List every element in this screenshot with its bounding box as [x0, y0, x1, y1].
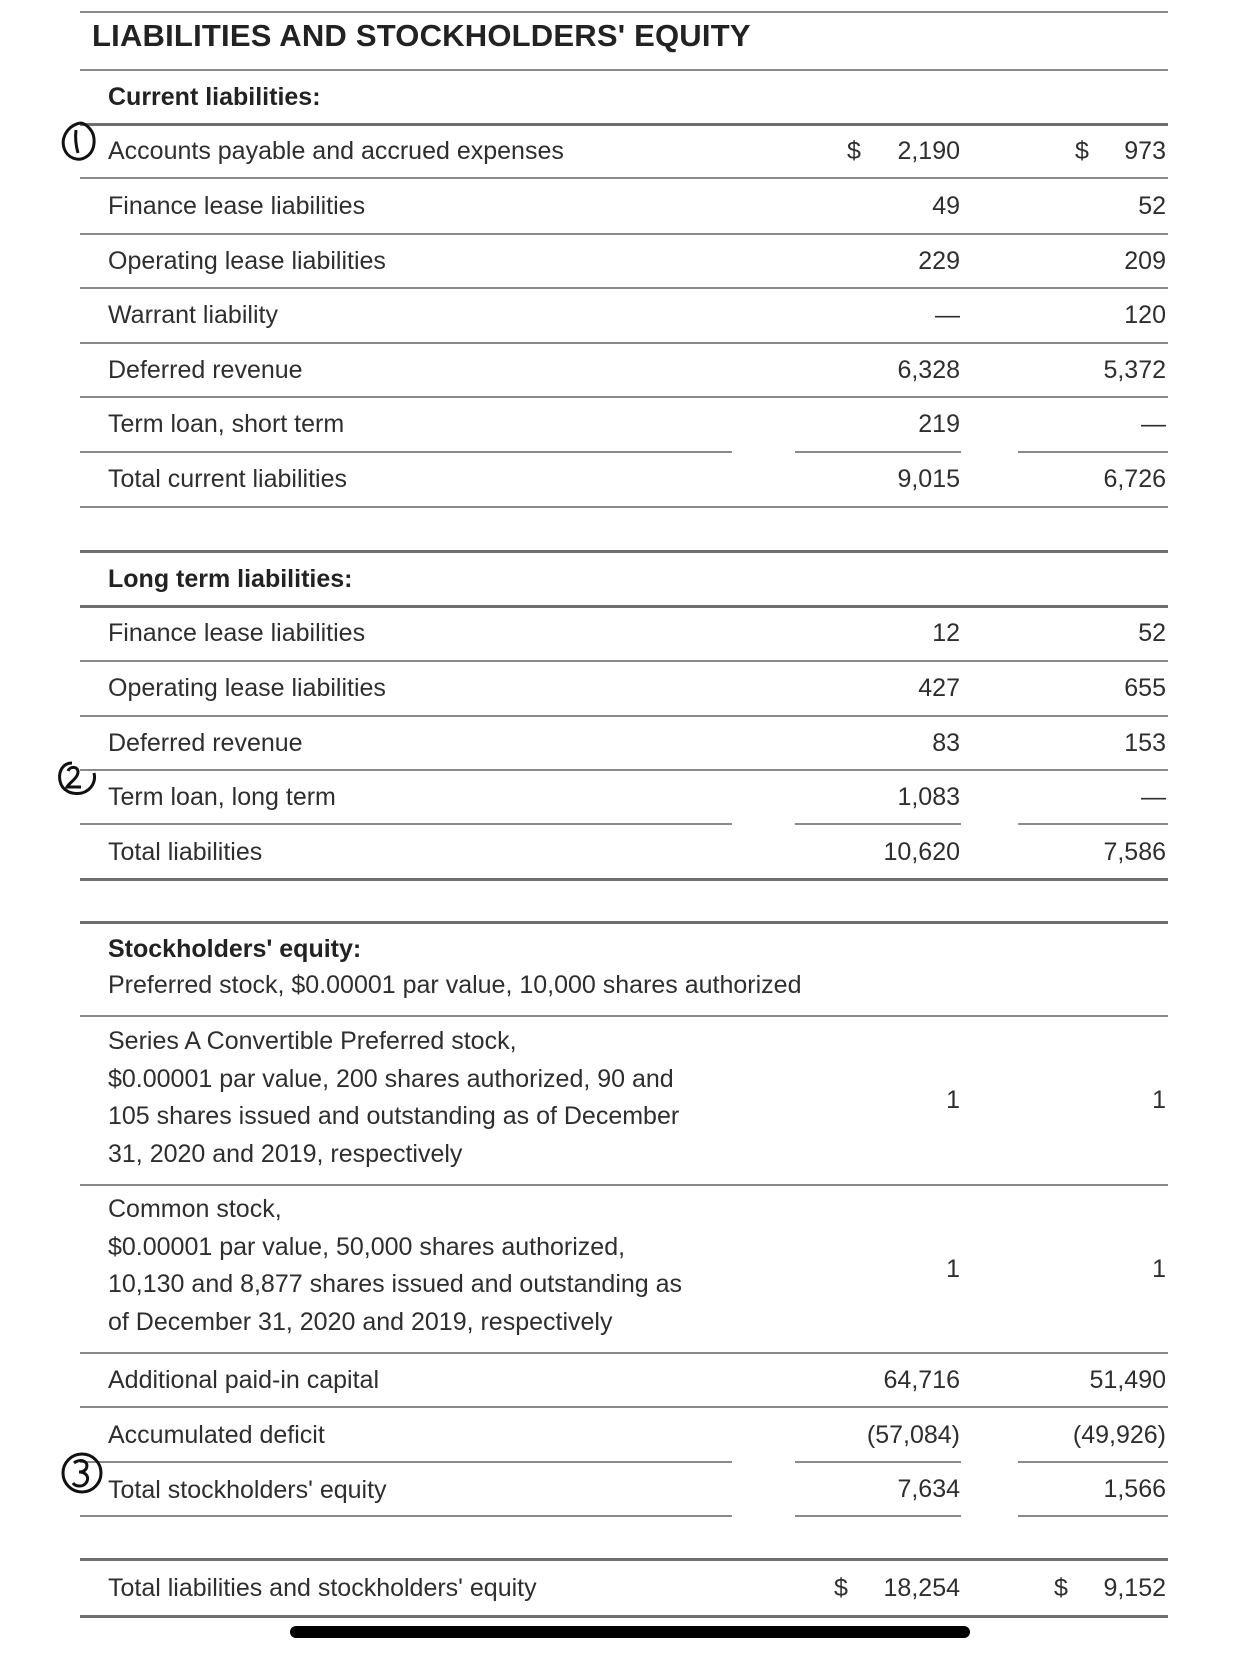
series-a-line: Series A Convertible Preferred stock,: [108, 1027, 517, 1055]
series-a-line: 31, 2020 and 2019, respectively: [108, 1139, 463, 1168]
row-label: Deferred revenue: [108, 729, 303, 757]
rule: [80, 342, 1168, 344]
dollar-sign: $: [1075, 137, 1089, 165]
value-2020: (57,084): [866, 1421, 960, 1449]
value-2019: 5,372: [1103, 356, 1166, 384]
handwritten-mark-3-icon: [58, 1449, 108, 1499]
dollar-sign: $: [834, 1574, 848, 1602]
value-2020: 6,328: [897, 356, 960, 384]
rule: [80, 396, 1168, 398]
rule: [80, 921, 1168, 924]
series-a-label: [108, 1023, 679, 1173]
total-label: Total stockholders' equity: [108, 1476, 387, 1504]
value-2020: 64,716: [883, 1366, 960, 1394]
value-2019: 209: [1124, 247, 1166, 275]
total-2019: 7,586: [1103, 838, 1166, 866]
value-2020: —: [935, 301, 960, 329]
title-rule: [80, 69, 1168, 71]
rule: [80, 769, 1168, 771]
page-title: LIABILITIES AND STOCKHOLDERS' EQUITY: [92, 18, 751, 53]
handwritten-mark-2-icon: [54, 757, 104, 801]
rule: [80, 177, 1168, 179]
long-term-liabilities-header: Long term liabilities:: [108, 565, 353, 593]
value-2019: (49,926): [1072, 1421, 1166, 1449]
total-2019: 6,726: [1103, 465, 1166, 493]
rule: [80, 506, 1168, 508]
rule: [80, 715, 1168, 717]
rule: [80, 451, 732, 453]
stockholders-equity-header: Stockholders' equity:: [108, 935, 362, 963]
common-stock-line: $0.00001 par value, 50,000 shares authorized,: [108, 1232, 626, 1261]
value-2019: 153: [1124, 729, 1166, 757]
row-label: Accumulated deficit: [108, 1421, 325, 1449]
value-2020: 12: [932, 619, 960, 647]
rule: [80, 1406, 1168, 1408]
value-2020: 219: [918, 410, 960, 438]
total-2019: 1,566: [1103, 1475, 1166, 1503]
dollar-sign: $: [847, 137, 861, 165]
total-label: Total current liabilities: [108, 465, 347, 493]
grand-total-label: Total liabilities and stockholders' equity: [108, 1574, 537, 1602]
value-2020: 2,190: [897, 137, 960, 165]
total-label: Total liabilities: [108, 838, 263, 866]
value-2020: 1: [946, 1086, 960, 1114]
value-2019: 120: [1124, 301, 1166, 329]
subtotal-rule: [795, 1515, 961, 1517]
common-stock-line: of December 31, 2020 and 2019, respectively: [108, 1307, 613, 1336]
subtotal-rule: [795, 1461, 961, 1463]
rule: [80, 1615, 1168, 1618]
subtotal-rule: [795, 823, 961, 825]
handwritten-mark-1-icon: [58, 120, 104, 166]
value-2019: 1: [1152, 1086, 1166, 1114]
dollar-sign: $: [1054, 1574, 1068, 1602]
value-2020: 49: [932, 192, 960, 220]
value-2019: —: [1141, 783, 1166, 811]
value-2020: 83: [932, 729, 960, 757]
rule: [80, 878, 1168, 881]
row-label: Operating lease liabilities: [108, 674, 386, 702]
value-2020: 229: [918, 247, 960, 275]
rule: [80, 1461, 732, 1463]
top-rule: [80, 11, 1168, 13]
rule: [80, 233, 1168, 235]
total-2020: 7,634: [897, 1475, 960, 1503]
subtotal-rule: [1018, 451, 1168, 453]
row-label: Additional paid-in capital: [108, 1366, 380, 1394]
current-liabilities-header: Current liabilities:: [108, 83, 321, 111]
rule: [80, 550, 1168, 553]
row-label: Operating lease liabilities: [108, 247, 386, 275]
value-2019: 51,490: [1089, 1366, 1166, 1394]
value-2020: 1,083: [897, 783, 960, 811]
common-stock-line: 10,130 and 8,877 shares issued and outstanding as: [108, 1270, 683, 1298]
subtotal-rule: [1018, 823, 1168, 825]
preferred-stock-label: Preferred stock, $0.00001 par value, 10,000 shares authorized: [108, 971, 802, 999]
value-2020: 427: [918, 674, 960, 702]
rule: [80, 660, 1168, 662]
row-label: Accounts payable and accrued expenses: [108, 137, 564, 165]
value-2019: —: [1141, 410, 1166, 438]
rule: [80, 1015, 1168, 1017]
rule: [80, 1184, 1168, 1186]
row-label: Warrant liability: [108, 301, 278, 329]
common-stock-label: [108, 1191, 682, 1341]
common-stock-line: Common stock,: [108, 1195, 282, 1223]
rule: [80, 287, 1168, 289]
subtotal-rule: [1018, 1515, 1168, 1517]
grand-total-2019: 9,152: [1103, 1574, 1166, 1602]
row-label: Finance lease liabilities: [108, 192, 366, 220]
row-label: Term loan, long term: [108, 783, 336, 811]
rule: [80, 1352, 1168, 1354]
redaction-bar: [290, 1626, 970, 1638]
rule: [80, 823, 732, 825]
row-label: Finance lease liabilities: [108, 619, 366, 647]
rule: [80, 1515, 732, 1517]
value-2019: 52: [1138, 192, 1166, 220]
total-2020: 10,620: [883, 838, 960, 866]
value-2019: 52: [1138, 619, 1166, 647]
rule: [80, 605, 1168, 608]
value-2019: 973: [1124, 137, 1166, 165]
value-2019: 1: [1152, 1255, 1166, 1283]
value-2020: 1: [946, 1255, 960, 1283]
rule: [80, 1558, 1168, 1561]
grand-total-2020: 18,254: [883, 1574, 960, 1602]
series-a-line: $0.00001 par value, 200 shares authorized, 90 and: [108, 1064, 674, 1093]
row-label: Term loan, short term: [108, 410, 345, 438]
rule: [80, 123, 1168, 126]
subtotal-rule: [1018, 1461, 1168, 1463]
series-a-line: 105 shares issued and outstanding as of December: [108, 1102, 680, 1130]
total-2020: 9,015: [897, 465, 960, 493]
value-2019: 655: [1124, 674, 1166, 702]
row-label: Deferred revenue: [108, 356, 303, 384]
subtotal-rule: [795, 451, 961, 453]
